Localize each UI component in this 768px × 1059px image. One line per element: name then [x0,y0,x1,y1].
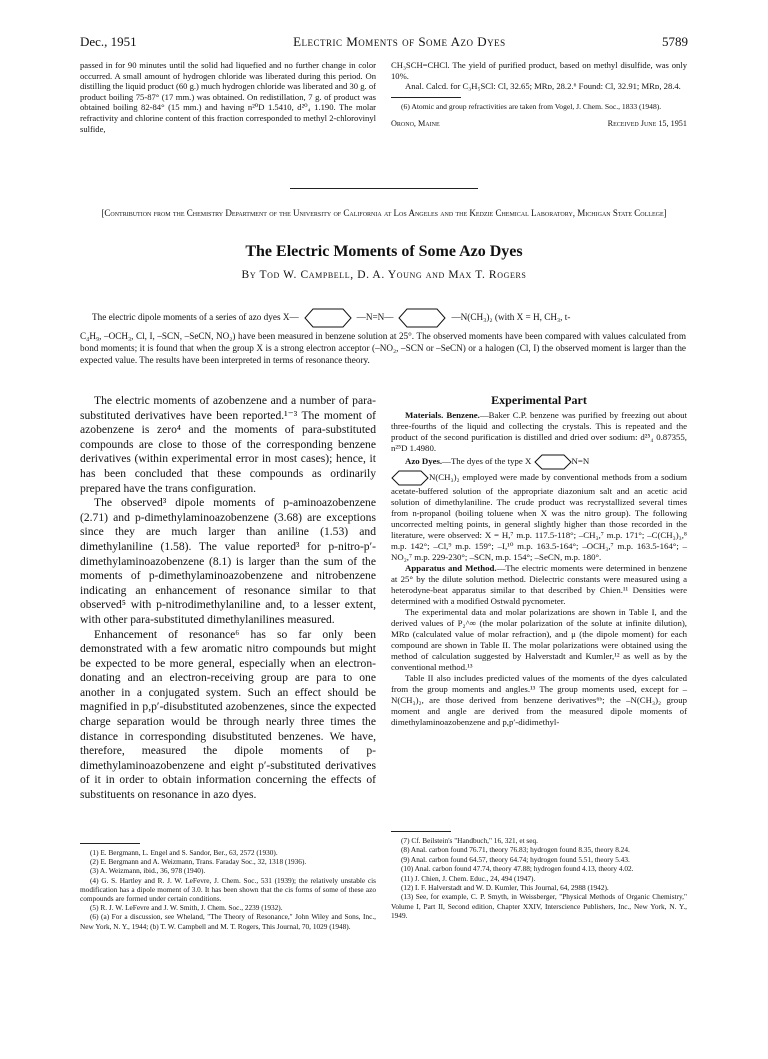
abstract-rest: C₄H₉, –OCH₃, Cl, I, –SCN, –SeCN, NO₂) have been measured in benzene solution at 25°. The observed moments have been compared with values calculated from bond moments; it is found that when the group X is a strong electron acceptor (–NO₂, –SCN or –SeCN) or a halogen (Cl, I) the observed moment is larger than the expected value. The results have been interpreted in terms of resonance theory. [80,331,686,365]
footnote: (9) Anal. carbon found 64.57, theory 64.74; hydrogen found 5.51, theory 5.43. [401,854,630,864]
section-heading: Experimental Part [491,393,587,407]
azo-dyes-nn: N=N [571,456,590,467]
article-title: The Electric Moments of Some Azo Dyes [245,243,523,260]
prev-article-right-text-2: Anal. Calcd. for C₃H₅SCl: Cl, 32.65; MRᴅ, 28.2.⁶ Found: Cl, 32.91; MRᴅ, 28.4. [405,81,681,92]
contribution-line: [Contribution from the Chemistry Department of the University of California at Los Angeles and the Kedzie Chemical Laboratory, Michigan State College] [101,208,667,218]
right-footnotes [391,836,687,921]
footnote: (11) J. Chien, J. Chem. Educ., 24, 494 (1947). [401,873,536,883]
abstract-start: The electric dipole moments of a series of azo dyes X— [92,312,299,323]
footnote-rule [80,843,140,844]
right-column [391,395,687,728]
azo-dyes-text: —The dyes of the type X [442,456,532,467]
header-page-number: 5789 [661,34,688,49]
benzene-ring-icon [534,454,572,470]
prev-article-signature [391,119,687,130]
header-running-title: Electric Moments of Some Azo Dyes [293,34,506,49]
footnote: (12) I. F. Halverstadt and W. D. Kumler, This Journal, 64, 2988 (1942). [401,883,609,893]
benzene-ring-icon [303,307,353,329]
running-header [80,34,688,50]
footnote: (4) G. S. Hartley and R. J. W. LeFevre, J. Chem. Soc., 531 (1939); the relatively unstable cis modification has a dipole moment of 3.0. It has been shown that the cis forms of some of these azo compounds are formed under certain conditions. [80,875,376,904]
benzene-ring-icon [397,307,447,329]
footnote-rule [391,97,461,98]
apparatus-label: Apparatus and Method. [405,563,497,573]
footnote: (1) E. Bergmann, L. Engel and S. Sandor, Ber., 63, 2572 (1930). [90,848,278,857]
footnote-rule [391,831,451,832]
body-paragraph: Table II also includes predicted values of the moments of the dyes calculated from the group moments and angles.¹³ The group moments used, except for –N(CH₃)₂, are those derived from benzene derivatives⁶ᵇ; the –N(CH₃)₂ group moment and angle are derived from the measured dipole moments of dimethylaminoazobenzene and p,p′-didimethyl- [391,673,687,727]
prev-footnote [391,102,687,112]
abstract-line-1 [80,307,686,329]
apparatus-text: —The electric moments were determined in benzene at 25° by the dilute solution method. Dielectric constants were measured using a heterodyne-beat apparatus similar to that described by Chien.¹¹ Densities were determined with a modified Ostwald pycnometer. [391,563,687,606]
body-paragraph: Enhancement of resonance⁶ has so far only been demonstrated with a few aromatic nitro compounds but might be expected to be more general, especially when an electron-donating and an electron-receiving group are para to one another in a conjugated system. Such an effect should be magnified in p,p′-disubstituted azobenzenes, since the expected charge separation would be through nearly three times the distance in corresponding disubstituted benzenes. We have, therefore, measured the dipole moments of p-dimethylaminoazobenzene and eight p′-substituted derivatives of it in order to obtain information concerning the effects of substituents on resonance in azo dyes. [80,627,376,802]
abstract-after: —N(CH₃)₂ (with X = H, CH₃, t- [451,312,571,323]
footnote: (2) E. Bergmann and A. Weizmann, Trans. Faraday Soc., 32, 1318 (1936). [90,857,307,867]
abstract-azo: —N=N— [356,312,394,323]
azo-dyes-label: Azo Dyes. [405,456,443,467]
prev-article-left [80,60,376,134]
body-paragraph: The experimental data and molar polarizations are shown in Table I, and the derived values of P₂^∞ (the molar polarization of the solute at infinite dilution), MRᴅ (calculated value of molar refraction), and μ (the dipole moment) for each compound are shown in Table II. The molar polarizations were obtained using the method of calculation suggested by Halverstadt and Kumler,¹² as well as by the conventional method.¹³ [391,607,687,672]
footnote: (3) A. Weizmann, ibid., 36, 978 (1940). [90,866,206,876]
footnote: (7) Cf. Beilstein's "Handbuch," 16, 321, et seq. [401,836,538,845]
article-authors: By Tod W. Campbell, D. A. Young and Max T. Rogers [241,269,527,281]
materials-label: Materials. Benzene. [405,410,480,420]
footnote: (10) Anal. carbon found 47.74, theory 47.88; hydrogen found 4.13, theory 4.02. [401,864,634,874]
header-date: Dec., 1951 [80,34,137,49]
left-footnotes [80,848,376,931]
body-paragraph: The electric moments of azobenzene and a number of para-substituted derivatives have been reported.¹⁻³ The moment of azobenzene is zero⁴ and the moments of para-substituted compounds are close to those of the corresponding benzene derivatives (within experimental error in most cases); hence, it has been concluded that these compounds as ordinarily prepared have the trans configuration. [80,394,376,495]
received-date: Received June 15, 1951 [607,119,687,129]
abstract [80,307,686,366]
footnote: (8) Anal. carbon found 76.71, theory 76.83; hydrogen found 8.35, theory 8.24. [401,845,630,855]
footnote: (5) R. J. W. LeFevre and J. W. Smith, J. Chem. Soc., 2239 (1932). [90,903,283,913]
body-paragraph: The observed³ dipole moments of p-aminoazobenzene (2.71) and p-dimethylaminoazobenzene (3.68) are exceptions since they are much larger than aniline (1.53) and dimethylaniline (1.58). The value reported³ for p-nitro-p′-dimethylaminoazobenzene (8.1) is larger than the sum of the moments of p-dimethylaminoazobenzene and nitrobenzene indicating an enhancement of resonance similar to that observed⁵ with p-nitrodimethylaniline and, to a lesser extent, with other para-substituted dimethylanilines measured. [80,496,376,626]
materials-text: —Baker C.P. benzene was purified by freezing out about three-fourths of the liquid and collecting the crystals. This is repeated and the product of the second purification is distilled and dried over sodium: d²⁵₄ 0.87355, n²⁵D 1.4980. [391,410,687,453]
azo-dyes-description: N(CH₃)₂ employed were made by conventional methods from a sodium acetate-buffered solution of the appropriate diazonium salt and an acetic acid solution of dimethylaniline. The crude product was recrystallized several times from n-propanol (boiling toluene when X was the nitro group). The following uncorrected melting points, in general slightly higher than those recorded in the literature, were observed: X = H,⁷ m.p. 117.5-118°; –CH₃,⁷ m.p. 171°; –C(CH₃)₃,⁸ m.p. 142°; –Cl,⁹ m.p. 159°; –I,¹⁰ m.p. 163.5-164°; –OCH₃,⁷ m.p. 163.5-164°; –NO₂,⁷ m.p. 229-230°; –SCN, m.p. 154°; –SeCN, m.p. 180°. [391,472,687,562]
prev-article-left-text: passed in for 90 minutes until the solid had liquefied and no further change in color occurred. A small amount of hydrogen chloride was liberated during this period. On distilling the liquid product (60 g.) much hydrogen chloride was liberated and 30 g. of product boiling 75-87° (17 mm.) was obtained. On redistillation, 7 g. of product was obtained boiling 82-84° (15 mm.) and having n²⁰D 1.5410, d²⁰₄ 1.190. The molar refractivity and chlorine content of this fraction corresponded to methyl 2-chlorovinyl sulfide, [80,60,376,134]
location: Orono, Maine [391,119,440,129]
prev-article-right [391,60,687,130]
footnote: (6) (a) For a discussion, see Wheland, "The Theory of Resonance," John Wiley and Sons, Inc., New York, N. Y., 1944; (b) T. W. Campbell and M. T. Rogers, This Journal, 70, 1029 (1948). [80,912,376,931]
article-separator [290,188,478,189]
footnote: (13) See, for example, C. P. Smyth, in Weissberger, "Physical Methods of Organic Chemistry," Volume I, Part II, Second edition, Chapter XXIV, Interscience Publishers, Inc., New York, N. Y., 1949. [391,892,687,921]
benzene-ring-icon [391,470,429,486]
left-column [80,394,376,803]
prev-footnote-text: (6) Atomic and group refractivities are taken from Vogel, J. Chem. Soc., 1833 (1948). [401,101,662,111]
prev-article-right-text-1: CH₃SCH=CHCl. The yield of purified product, based on methyl disulfide, was only 10%. [391,60,687,81]
